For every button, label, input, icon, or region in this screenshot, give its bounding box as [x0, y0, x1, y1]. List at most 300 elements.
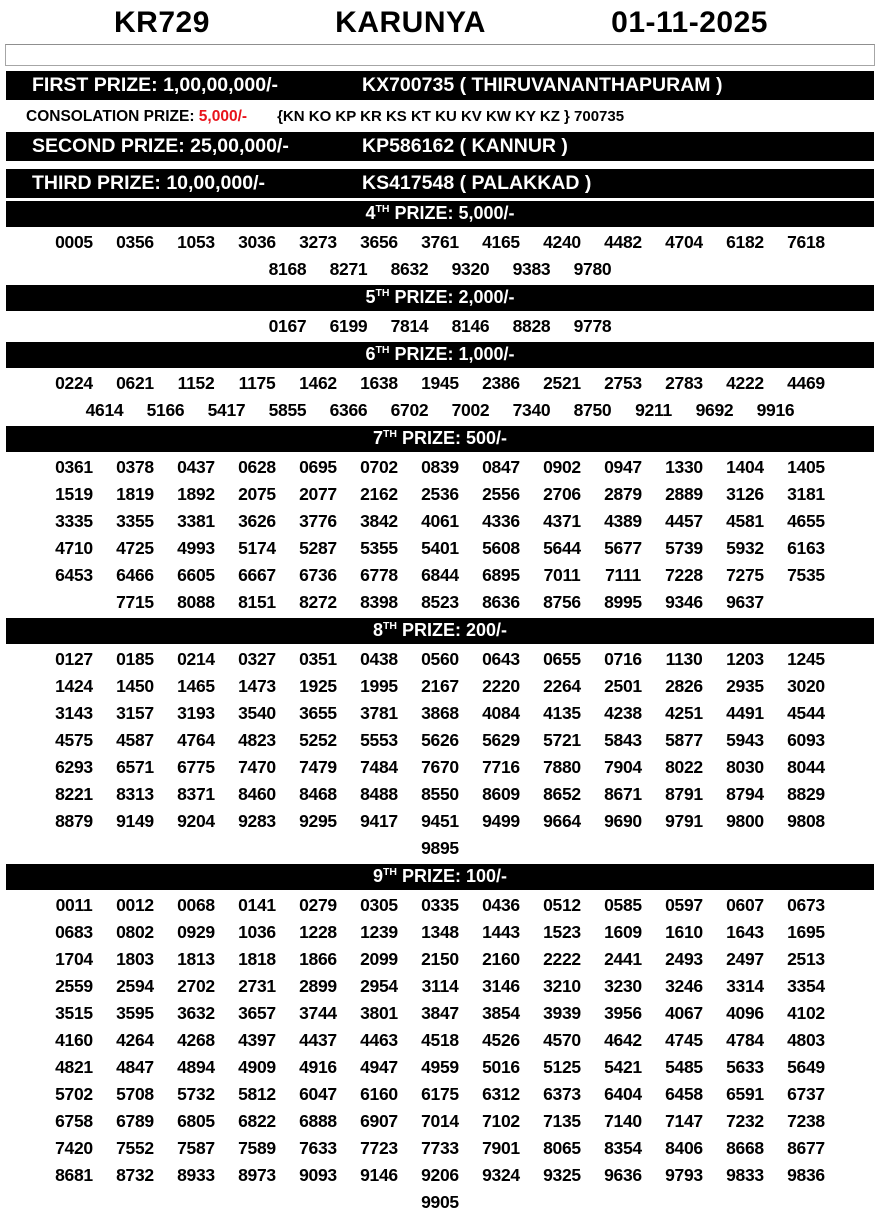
- prize-number: 1519: [55, 484, 93, 504]
- prize-number: 5739: [665, 538, 703, 558]
- prize-number: 0929: [177, 922, 215, 942]
- prize-number: 0716: [604, 649, 642, 669]
- prize-number-row: [0, 562, 880, 589]
- prize-number: 4570: [543, 1030, 581, 1050]
- prize-number: 8488: [360, 784, 398, 804]
- prize-number: 0628: [238, 457, 276, 477]
- prize-number: 8879: [55, 811, 93, 831]
- prize-number-row: [0, 1000, 880, 1027]
- prize-number-row: [0, 727, 880, 754]
- prize-number: 5553: [360, 730, 398, 750]
- prize-number: 7587: [177, 1138, 215, 1158]
- prize-number: 5732: [177, 1084, 215, 1104]
- prize-number: 1610: [665, 922, 703, 942]
- prize-number: 5401: [421, 538, 459, 558]
- prize-number: 0902: [543, 457, 581, 477]
- prize-number: 2501: [604, 676, 642, 696]
- prize-number: 2706: [543, 484, 581, 504]
- prize-number: 2162: [360, 484, 398, 504]
- prize-number: 0702: [360, 457, 398, 477]
- prize-number: 5166: [146, 400, 185, 420]
- prize-number: 3632: [177, 1003, 215, 1023]
- prize-number: 9499: [482, 811, 520, 831]
- prize-number: 2150: [421, 949, 459, 969]
- prize-number: 9451: [421, 811, 459, 831]
- prize-number: 6822: [238, 1111, 276, 1131]
- prize-number: 7901: [482, 1138, 520, 1158]
- prize-number: 0673: [787, 895, 825, 915]
- prize-number: 4847: [116, 1057, 154, 1077]
- prize-number: 1925: [299, 676, 337, 696]
- prize-number: 7716: [482, 757, 520, 777]
- prize-number: 1638: [360, 373, 398, 393]
- prize-number: 5812: [238, 1084, 276, 1104]
- third-prize-winner: KS417548 ( PALAKKAD ): [362, 172, 592, 194]
- prize-number: 4587: [116, 730, 154, 750]
- prize-number: 0068: [177, 895, 215, 915]
- prize-number: 0005: [55, 232, 93, 252]
- prize-number: 0512: [543, 895, 581, 915]
- prize-number: 2099: [360, 949, 398, 969]
- prize-number: 3273: [299, 232, 337, 252]
- prize-number: 7420: [55, 1138, 93, 1158]
- prize-number: 0335: [421, 895, 459, 915]
- prize-number: 7723: [360, 1138, 398, 1158]
- prize-number: 4463: [360, 1030, 398, 1050]
- prize-number: 6736: [299, 565, 337, 585]
- prize-number: 4544: [787, 703, 825, 723]
- prize-number-row: [0, 229, 880, 256]
- prize-number: 6458: [665, 1084, 703, 1104]
- prize-number-row: [0, 1108, 880, 1135]
- prize-number-row: [0, 700, 880, 727]
- prize-number: 5355: [360, 538, 398, 558]
- prize-number: 8146: [451, 316, 490, 336]
- prize-number: 7011: [543, 565, 581, 585]
- prize-number: 9295: [299, 811, 337, 831]
- prize-number: 1175: [238, 373, 276, 393]
- prize-number: 8794: [726, 784, 764, 804]
- prize-number: 6775: [177, 757, 215, 777]
- prize-number: 3143: [55, 703, 93, 723]
- prize-number: 5877: [665, 730, 703, 750]
- prize-number: 7135: [543, 1111, 581, 1131]
- prize-number: 7340: [512, 400, 551, 420]
- first-prize-bar: [6, 71, 874, 100]
- prize-number: 2879: [604, 484, 642, 504]
- prize-section-title: 8TH PRIZE: 200/-: [6, 618, 874, 644]
- prize-number: 5629: [482, 730, 520, 750]
- prize-number: 6895: [482, 565, 520, 585]
- prize-number: 1819: [116, 484, 154, 504]
- prize-number: 2497: [726, 949, 764, 969]
- prize-number: 8933: [177, 1165, 215, 1185]
- prize-number: 5174: [238, 538, 276, 558]
- prize-number: 8671: [604, 784, 642, 804]
- prize-number: 6805: [177, 1111, 215, 1131]
- prize-number: 6293: [55, 757, 93, 777]
- prize-number: 1443: [482, 922, 520, 942]
- prize-number: 9800: [726, 811, 764, 831]
- prize-number: 3744: [299, 1003, 337, 1023]
- prize-number: 0597: [665, 895, 703, 915]
- prize-number: 0351: [299, 649, 337, 669]
- prize-number: 3801: [360, 1003, 398, 1023]
- prize-number: 8636: [482, 592, 520, 612]
- prize-number: 9905: [421, 1192, 459, 1212]
- prize-number: 6373: [543, 1084, 581, 1104]
- prize-number: 0327: [238, 649, 276, 669]
- prize-number: 0356: [116, 232, 154, 252]
- prize-number: 4821: [55, 1057, 93, 1077]
- prize-number: 9417: [360, 811, 398, 831]
- prize-number: 1239: [360, 922, 398, 942]
- prize-number: 4518: [421, 1030, 459, 1050]
- draw-code: KR729: [114, 6, 210, 39]
- prize-number: 2556: [482, 484, 520, 504]
- prize-number: 8732: [116, 1165, 154, 1185]
- consolation-series: {KN KO KP KR KS KT KU KV KW KY KZ } 700735: [277, 108, 625, 125]
- prize-number: 1053: [177, 232, 215, 252]
- prize-number-row: [0, 646, 880, 673]
- prize-number: 3020: [787, 676, 825, 696]
- prize-number: 8652: [543, 784, 581, 804]
- prize-number: 0621: [116, 373, 154, 393]
- prize-number: 7618: [787, 232, 825, 252]
- prize-number: 0279: [299, 895, 337, 915]
- prize-section-5th: [0, 285, 880, 340]
- prize-number: 4784: [726, 1030, 764, 1050]
- prize-number: 8371: [177, 784, 215, 804]
- prize-number: 1995: [360, 676, 398, 696]
- prize-number: 0141: [238, 895, 276, 915]
- prize-number: 6182: [726, 232, 764, 252]
- prize-number: 5485: [665, 1057, 703, 1077]
- prize-number: 0378: [116, 457, 154, 477]
- prize-number: 6366: [329, 400, 368, 420]
- prize-number: 4803: [787, 1030, 825, 1050]
- second-prize-winner: KP586162 ( KANNUR ): [362, 135, 568, 157]
- prize-number: 8272: [299, 592, 337, 612]
- third-prize-label: THIRD PRIZE: 10,00,000/-: [32, 172, 265, 194]
- prize-number: 8151: [238, 592, 276, 612]
- prize-number: 0012: [116, 895, 154, 915]
- second-prize-label: SECOND PRIZE: 25,00,000/-: [32, 135, 289, 157]
- prize-number: 1036: [238, 922, 276, 942]
- prize-number: 9204: [177, 811, 215, 831]
- prize-number: 9211: [635, 400, 672, 420]
- prize-number: 3036: [238, 232, 276, 252]
- prize-number: 0839: [421, 457, 459, 477]
- prize-number: 6093: [787, 730, 825, 750]
- draw-date: 01-11-2025: [611, 6, 768, 39]
- prize-number-row: [0, 1081, 880, 1108]
- prize-number: 0127: [55, 649, 93, 669]
- prize-number: 7111: [605, 565, 641, 585]
- prize-section-title: 6TH PRIZE: 1,000/-: [6, 342, 874, 368]
- prize-number: 4916: [299, 1057, 337, 1077]
- prize-number: 4614: [85, 400, 124, 420]
- prize-number: 6778: [360, 565, 398, 585]
- prize-number: 2954: [360, 976, 398, 996]
- prize-number: 3842: [360, 511, 398, 531]
- prize-number: 0847: [482, 457, 520, 477]
- prize-number-row: [0, 313, 880, 340]
- prize-number: 4725: [116, 538, 154, 558]
- consolation-label: CONSOLATION PRIZE:: [26, 108, 199, 125]
- prize-number: 1465: [177, 676, 215, 696]
- prize-number: 2160: [482, 949, 520, 969]
- prize-number: 7238: [787, 1111, 825, 1131]
- prize-number: 0695: [299, 457, 337, 477]
- prize-number: 8756: [543, 592, 581, 612]
- prize-number: 3540: [238, 703, 276, 723]
- prize-number: 8044: [787, 757, 825, 777]
- prize-number: 2889: [665, 484, 703, 504]
- prize-number: 2493: [665, 949, 703, 969]
- prize-number: 6907: [360, 1111, 398, 1131]
- prize-number: 3193: [177, 703, 215, 723]
- prize-section-6th: [0, 342, 880, 424]
- prize-number: 4745: [665, 1030, 703, 1050]
- prize-number-row: [0, 946, 880, 973]
- prize-number: 5125: [543, 1057, 581, 1077]
- prize-number: 1228: [299, 922, 337, 942]
- prize-number: 4526: [482, 1030, 520, 1050]
- prize-number: 0011: [55, 895, 93, 915]
- prize-number: 9283: [238, 811, 276, 831]
- prize-number: 0683: [55, 922, 93, 942]
- prize-number: 9895: [421, 838, 459, 858]
- prize-number: 7814: [390, 316, 429, 336]
- prize-number: 0361: [55, 457, 93, 477]
- prize-number-row: [0, 589, 880, 616]
- prize-number: 6047: [299, 1084, 337, 1104]
- prize-number: 8168: [268, 259, 307, 279]
- prize-number: 3146: [482, 976, 520, 996]
- prize-number: 8088: [177, 592, 215, 612]
- prize-number: 3776: [299, 511, 337, 531]
- prize-number: 2594: [116, 976, 154, 996]
- prize-number-row: [0, 1054, 880, 1081]
- prize-number: 3246: [665, 976, 703, 996]
- prize-number: 4642: [604, 1030, 642, 1050]
- prize-number: 8398: [360, 592, 398, 612]
- prize-number: 9325: [543, 1165, 581, 1185]
- prize-number: 4482: [604, 232, 642, 252]
- prize-number: 0560: [421, 649, 459, 669]
- consolation-prize-row: [0, 103, 880, 129]
- prize-number: 8791: [665, 784, 703, 804]
- prize-number: 8065: [543, 1138, 581, 1158]
- prize-number: 8973: [238, 1165, 276, 1185]
- prize-number: 4655: [787, 511, 825, 531]
- prize-number: 3381: [177, 511, 215, 531]
- prize-number-row: [0, 781, 880, 808]
- prize-section-title: 7TH PRIZE: 500/-: [6, 426, 874, 452]
- prize-number: 3655: [299, 703, 337, 723]
- prize-number: 5016: [482, 1057, 520, 1077]
- prize-number: 6591: [726, 1084, 764, 1104]
- prize-number: 1130: [665, 649, 703, 669]
- prize-number-row: [0, 1162, 880, 1189]
- prize-number: 3210: [543, 976, 581, 996]
- prize-number: 6758: [55, 1111, 93, 1131]
- prize-number: 1643: [726, 922, 764, 942]
- prize-number: 4823: [238, 730, 276, 750]
- prize-number: 6702: [390, 400, 429, 420]
- prize-number: 3515: [55, 1003, 93, 1023]
- prize-number: 4764: [177, 730, 215, 750]
- prize-number: 4581: [726, 511, 764, 531]
- prize-number: 2220: [482, 676, 520, 696]
- prize-number: 7002: [451, 400, 490, 420]
- prize-number: 2826: [665, 676, 703, 696]
- prize-number: 4491: [726, 703, 764, 723]
- prize-number: 2222: [543, 949, 581, 969]
- prize-number: 4061: [421, 511, 459, 531]
- prize-number: 9146: [360, 1165, 398, 1185]
- prize-number: 6312: [482, 1084, 520, 1104]
- prize-number: 4102: [787, 1003, 825, 1023]
- prize-number: 9346: [665, 592, 703, 612]
- prize-number: 3761: [421, 232, 459, 252]
- prize-number: 3230: [604, 976, 642, 996]
- prize-number: 7232: [726, 1111, 764, 1131]
- prize-number: 5421: [604, 1057, 642, 1077]
- prize-number: 3157: [116, 703, 154, 723]
- prize-number: 3939: [543, 1003, 581, 1023]
- prize-number: 6789: [116, 1111, 154, 1131]
- prize-number: 9780: [573, 259, 612, 279]
- prize-number: 3868: [421, 703, 459, 723]
- prize-section-7th: [0, 426, 880, 616]
- prize-number: 2702: [177, 976, 215, 996]
- prize-number: 4710: [55, 538, 93, 558]
- prize-number: 8750: [573, 400, 612, 420]
- prize-number: 5608: [482, 538, 520, 558]
- prize-number: 3854: [482, 1003, 520, 1023]
- prize-number: 2731: [238, 976, 276, 996]
- prize-section-title: 9TH PRIZE: 100/-: [6, 864, 874, 890]
- prize-number-row: [0, 256, 880, 283]
- prize-number-row: [0, 973, 880, 1000]
- prize-number: 3781: [360, 703, 398, 723]
- prize-number: 1152: [177, 373, 215, 393]
- prize-number: 1609: [604, 922, 642, 942]
- prize-number: 7102: [482, 1111, 520, 1131]
- prize-number-row: [0, 397, 880, 424]
- prize-number: 6466: [116, 565, 154, 585]
- prize-number: 3626: [238, 511, 276, 531]
- prize-number: 0305: [360, 895, 398, 915]
- consolation-amount: 5,000/-: [198, 108, 248, 125]
- prize-number: 7733: [421, 1138, 459, 1158]
- prize-number: 6888: [299, 1111, 337, 1131]
- prize-section-title: 4TH PRIZE: 5,000/-: [6, 201, 874, 227]
- prize-number: 9320: [451, 259, 490, 279]
- prize-number: 0655: [543, 649, 581, 669]
- prize-section-4th: [0, 201, 880, 283]
- prize-number: 2075: [238, 484, 276, 504]
- third-prize-bar: [6, 169, 874, 198]
- prize-number: 1404: [726, 457, 764, 477]
- prize-number: 8030: [726, 757, 764, 777]
- prize-number: 0585: [604, 895, 642, 915]
- prize-number: 5943: [726, 730, 764, 750]
- prize-number: 9808: [787, 811, 825, 831]
- prize-number: 3956: [604, 1003, 642, 1023]
- prize-number: 6737: [787, 1084, 825, 1104]
- prize-number: 0438: [360, 649, 398, 669]
- prize-number-row: [0, 919, 880, 946]
- prize-number: 6605: [177, 565, 215, 585]
- prize-number: 2441: [604, 949, 642, 969]
- prize-number: 5855: [268, 400, 307, 420]
- prize-number-row: [0, 1189, 880, 1216]
- prize-number: 8354: [604, 1138, 642, 1158]
- prize-number: 1523: [543, 922, 581, 942]
- prize-number: 5843: [604, 730, 642, 750]
- prize-number: 7535: [787, 565, 825, 585]
- prize-number: 0643: [482, 649, 520, 669]
- prize-number: 2753: [604, 373, 642, 393]
- prize-number: 2077: [299, 484, 337, 504]
- prize-number: 8632: [390, 259, 429, 279]
- prize-number: 7904: [604, 757, 642, 777]
- prize-number: 1695: [787, 922, 825, 942]
- prize-number: 3595: [116, 1003, 154, 1023]
- prize-number: 1704: [55, 949, 93, 969]
- second-prize-bar: [6, 132, 874, 161]
- prize-number: 8829: [787, 784, 825, 804]
- prize-number: 4397: [238, 1030, 276, 1050]
- ticket-search-input[interactable]: [5, 44, 875, 66]
- prize-number: 4909: [238, 1057, 276, 1077]
- prize-number: 3354: [787, 976, 825, 996]
- prize-number: 9664: [543, 811, 581, 831]
- prize-number: 4947: [360, 1057, 398, 1077]
- prize-sections: [0, 201, 880, 1216]
- prize-number-row: [0, 508, 880, 535]
- prize-number: 9833: [726, 1165, 764, 1185]
- prize-number: 6844: [421, 565, 459, 585]
- prize-number: 8681: [55, 1165, 93, 1185]
- prize-number: 7140: [604, 1111, 642, 1131]
- prize-number: 0947: [604, 457, 642, 477]
- prize-number: 9093: [299, 1165, 337, 1185]
- first-prize-label: FIRST PRIZE: 1,00,00,000/-: [32, 74, 279, 96]
- prize-number: 9916: [756, 400, 795, 420]
- prize-number-row: [0, 835, 880, 862]
- prize-number: 3181: [787, 484, 825, 504]
- prize-number: 7470: [238, 757, 276, 777]
- prize-number: 6667: [238, 565, 276, 585]
- prize-number: 7715: [116, 592, 154, 612]
- prize-number: 4336: [482, 511, 520, 531]
- prize-number: 9836: [787, 1165, 825, 1185]
- prize-number: 3335: [55, 511, 93, 531]
- prize-number: 2513: [787, 949, 825, 969]
- prize-number: 4240: [543, 232, 581, 252]
- prize-number: 6160: [360, 1084, 398, 1104]
- prize-number: 1424: [55, 676, 93, 696]
- prize-number: 5417: [207, 400, 246, 420]
- prize-number: 8271: [329, 259, 368, 279]
- prize-number: 5633: [726, 1057, 764, 1077]
- first-prize-winner: KX700735 ( THIRUVANANTHAPURAM ): [362, 74, 723, 96]
- prize-number: 1330: [665, 457, 703, 477]
